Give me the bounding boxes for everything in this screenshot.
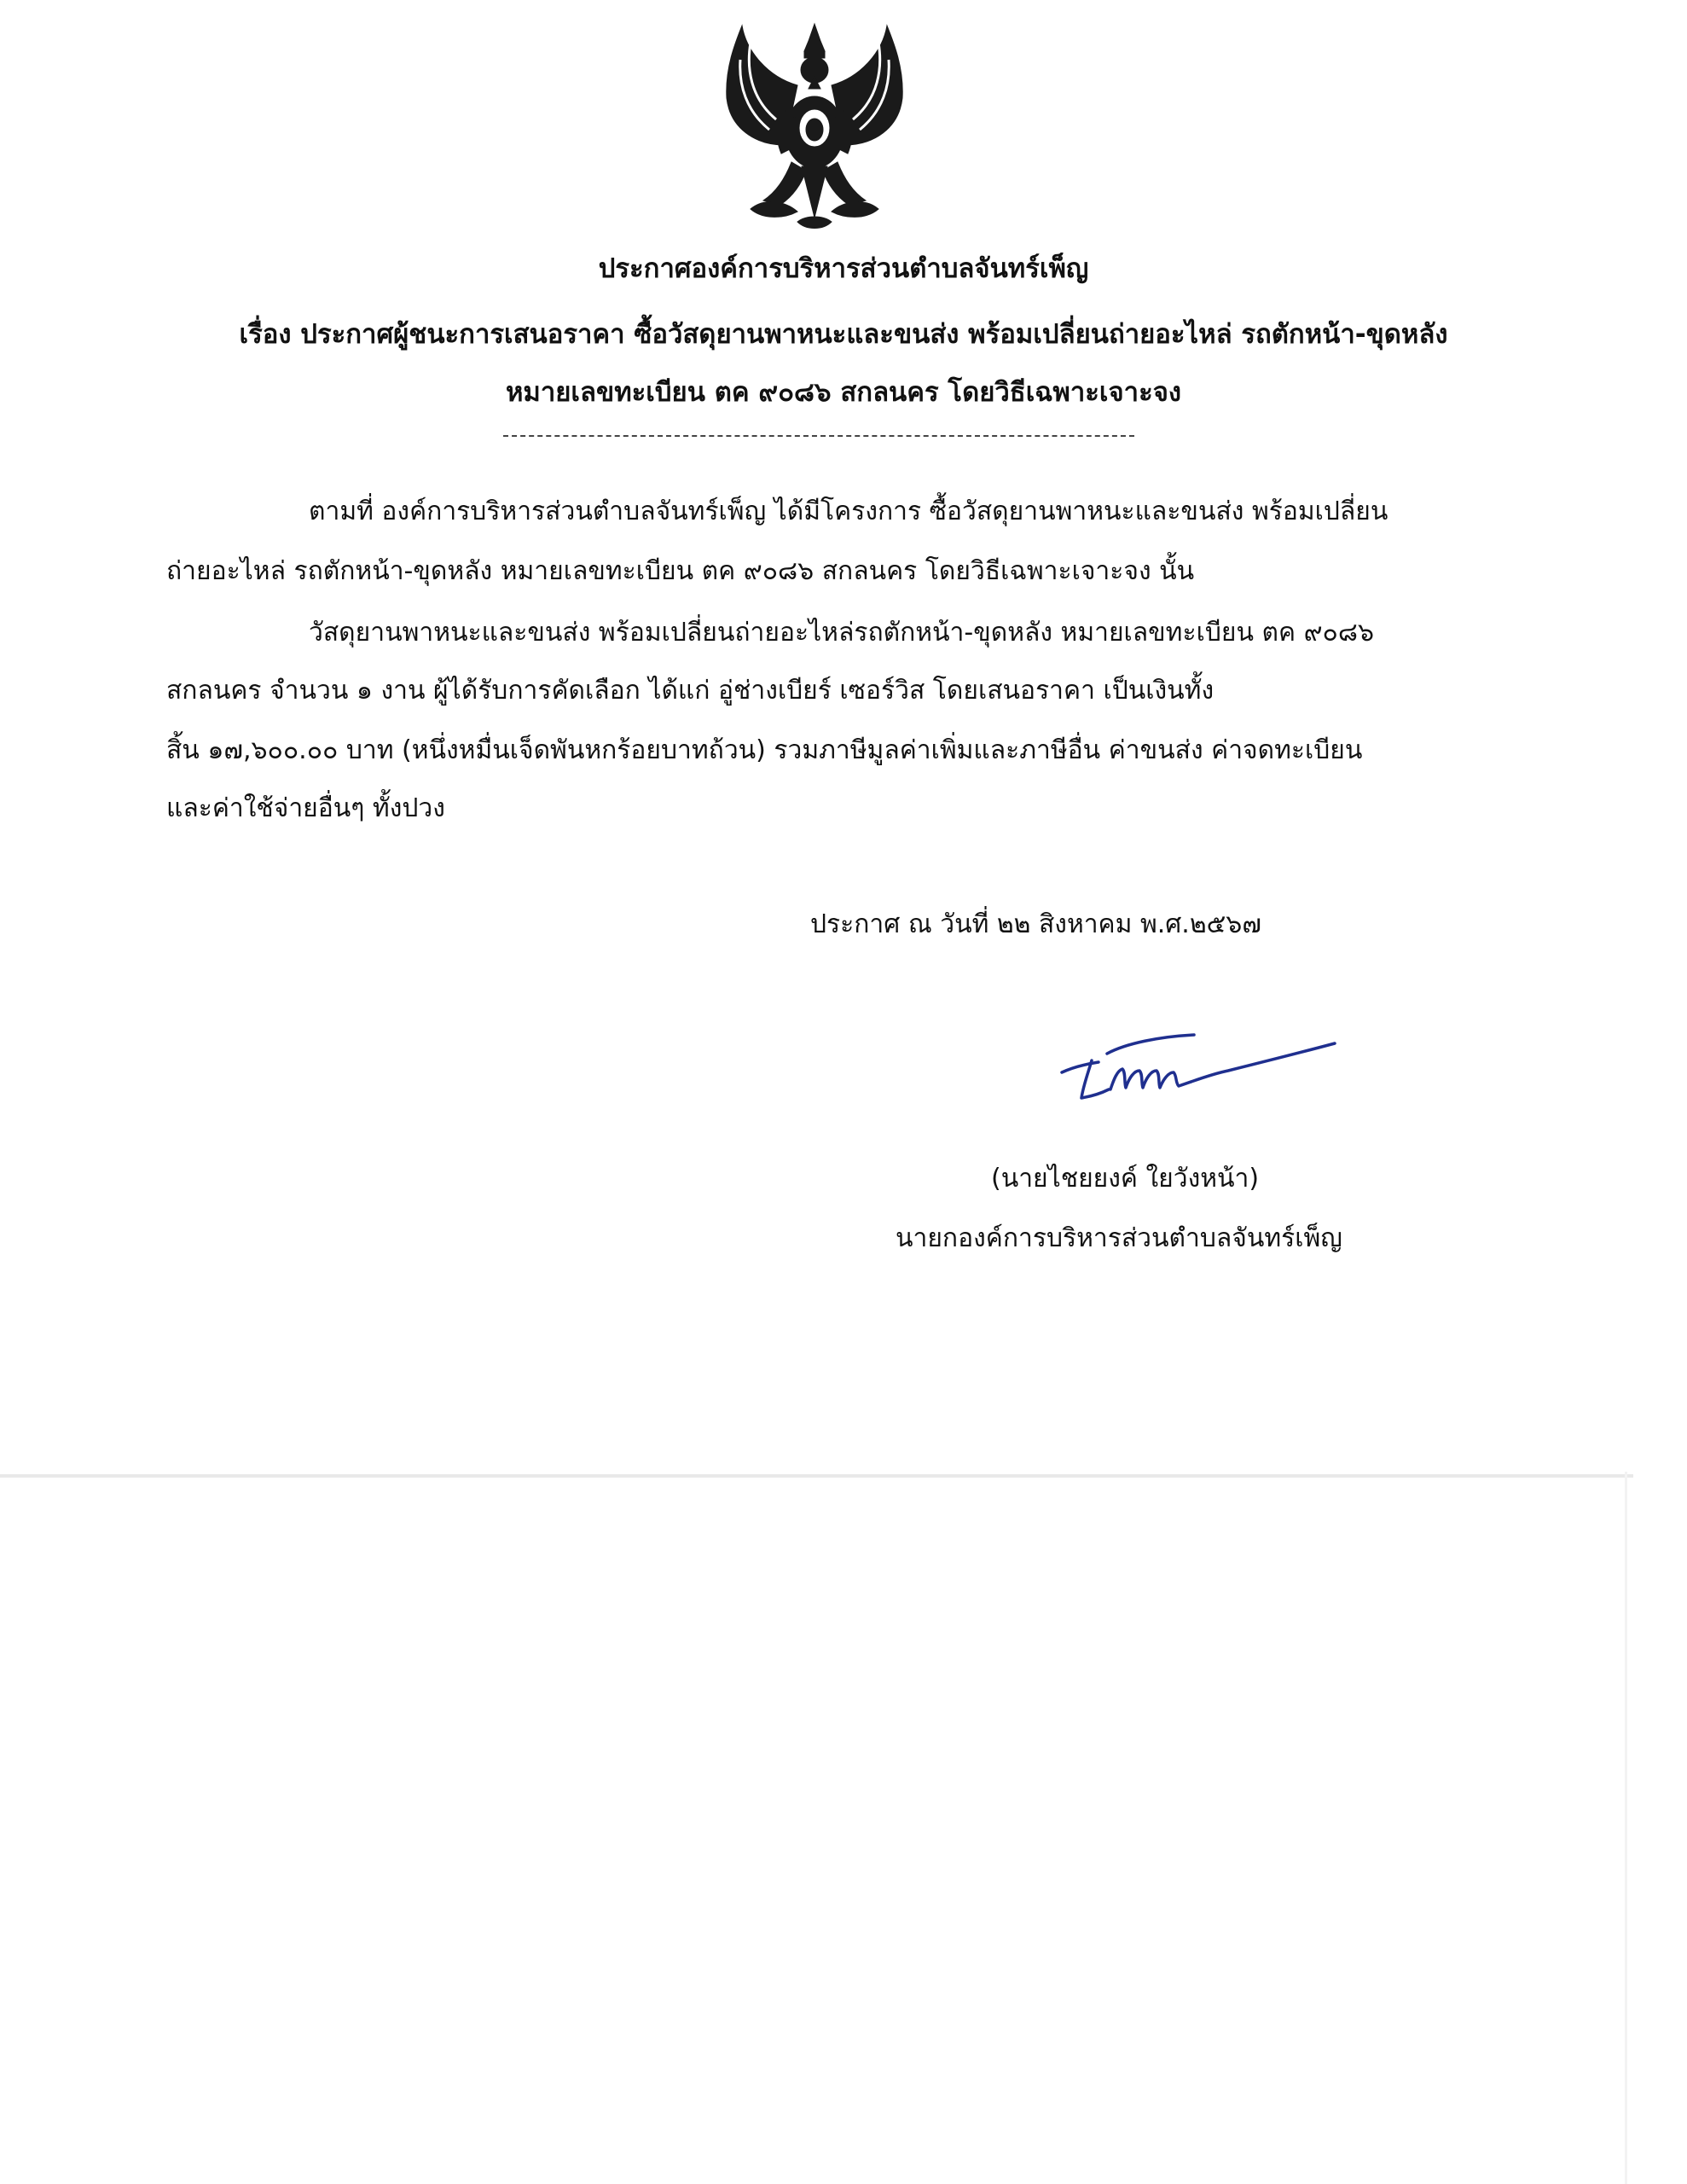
garuda-emblem-icon — [716, 17, 913, 239]
paragraph-2-line-2: สกลนคร จำนวน ๑ งาน ผู้ได้รับการคัดเลือก ได้แก่ อู่ช่างเบียร์ เซอร์วิส โดยเสนอราคา เป็นเงินทั้ง — [166, 676, 1215, 706]
announcement-date: ประกาศ ณ วันที่ ๒๒ สิงหาคม พ.ศ.๒๕๖๗ — [810, 909, 1261, 939]
paragraph-1-line-1: ตามที่ องค์การบริหารส่วนตำบลจันทร์เพ็ญ ได้มีโครงการ ซื้อวัสดุยานพาหนะและขนส่ง พร้อมเปลี่ยน — [309, 497, 1388, 526]
scan-artifact-line — [0, 1474, 1633, 1478]
signer-title: นายกองค์การบริหารส่วนตำบลจันทร์เพ็ญ — [896, 1223, 1342, 1253]
title-divider — [503, 435, 1134, 437]
paragraph-2-line-1: วัสดุยานพาหนะและขนส่ง พร้อมเปลี่ยนถ่ายอะไหล่รถตักหน้า-ขุดหลัง หมายเลขทะเบียน ตค ๙๐๘๖ — [309, 618, 1375, 648]
document-subject: เรื่อง ประกาศผู้ชนะการเสนอราคา ซื้อวัสดุยานพาหนะและขนส่ง พร้อมเปลี่ยนถ่ายอะไหล่ รถตักหน้า-ขุดหลัง — [239, 319, 1448, 350]
signer-name: (นายไชยยงค์ ใยวังหน้า) — [991, 1164, 1260, 1194]
paragraph-2-line-3: สิ้น ๑๗,๖๐๐.๐๐ บาท (หนึ่งหมื่นเจ็ดพันหกร้อยบาทถ้วน) รวมภาษีมูลค่าเพิ่มและภาษีอื่น ค่าขนส่ง ค่าจดทะเบียน — [166, 735, 1363, 765]
document-subject-continued: หมายเลขทะเบียน ตค ๙๐๘๖ สกลนคร โดยวิธีเฉพาะเจาะจง — [505, 377, 1182, 408]
handwritten-signature — [1058, 1019, 1339, 1113]
paragraph-2-line-4: และค่าใช้จ่ายอื่นๆ ทั้งปวง — [166, 793, 445, 823]
scan-artifact-edge — [1625, 1472, 1627, 2184]
document-title: ประกาศองค์การบริหารส่วนตำบลจันทร์เพ็ญ — [598, 253, 1089, 284]
paragraph-1-line-2: ถ่ายอะไหล่ รถตักหน้า-ขุดหลัง หมายเลขทะเบียน ตค ๙๐๘๖ สกลนคร โดยวิธีเฉพาะเจาะจง นั้น — [166, 556, 1195, 586]
